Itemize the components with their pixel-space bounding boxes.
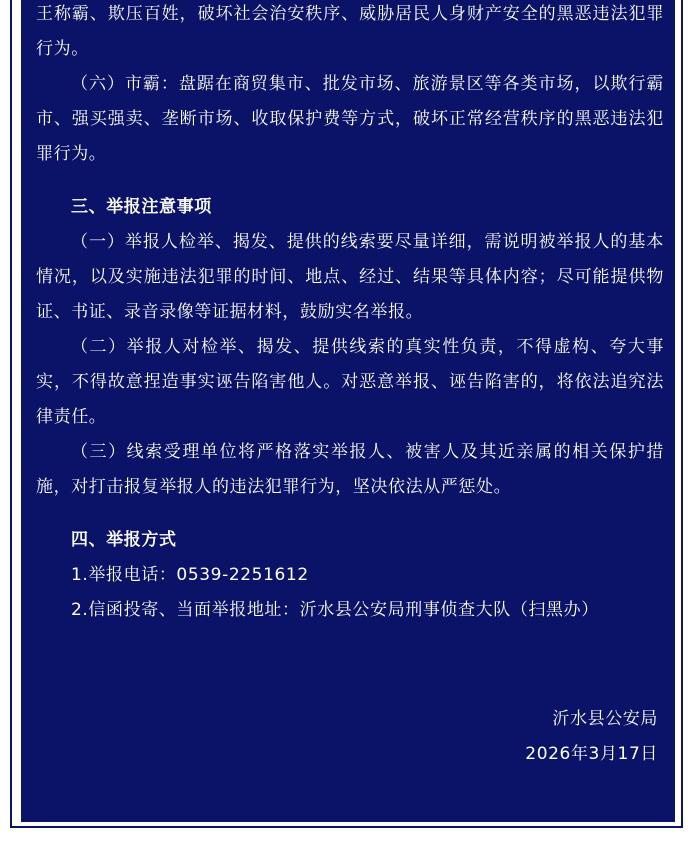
notice-content	[36, 0, 664, 628]
paragraph-item-six: （六）市霸：盘踞在商贸集市、批发市场、旅游景区等各类市场，以欺行霸市、强买强卖、垄断市场、收取保护费等方式，破坏正常经营秩序的黑恶违法犯罪行为。	[36, 74, 664, 164]
signature-date: 2026年3月17日	[525, 744, 658, 764]
section-3-item-2: （二）举报人对检举、揭发、提供线索的真实性负责，不得虚构、夸大事实，不得故意捏造事实诬告陷害他人。对恶意举报、诬告陷害的，将依法追究法律责任。	[36, 337, 664, 427]
spacer	[36, 172, 664, 190]
section-4-heading: 四、举报方式	[71, 530, 177, 550]
section-3-heading: 三、举报注意事项	[71, 197, 212, 217]
paragraph-intro-tail: 王称霸、欺压百姓，破坏社会治安秩序、威胁居民人身财产安全的黑恶违法犯罪行为。	[36, 4, 664, 59]
notice-panel	[21, 0, 675, 822]
contact-address: 2.信函投寄、当面举报地址：沂水县公安局刑事侦查大队（扫黑办）	[71, 600, 599, 620]
section-3-item-1: （一）举报人检举、揭发、提供的线索要尽量详细，需说明被举报人的基本情况，以及实施违法犯罪的时间、地点、经过、结果等具体内容；尽可能提供物证、书证、录音录像等证据材料，鼓励实名举报。	[36, 232, 664, 322]
section-3-item-3: （三）线索受理单位将严格落实举报人、被害人及其近亲属的相关保护措施，对打击报复举报人的违法犯罪行为，坚决依法从严惩处。	[36, 442, 664, 497]
signature-organization: 沂水县公安局	[552, 709, 658, 729]
contact-phone: 1.举报电话：0539-2251612	[71, 565, 309, 585]
spacer	[36, 505, 664, 523]
